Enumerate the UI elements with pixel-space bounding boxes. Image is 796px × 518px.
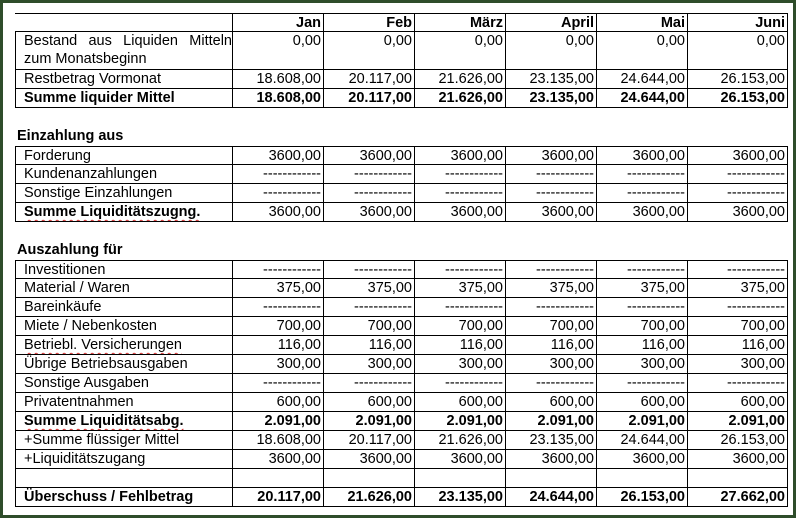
value-cell[interactable]: 3600,00 <box>506 146 597 165</box>
table-row-total <box>15 412 788 431</box>
row-label[interactable]: Bestand aus Liquiden Mitteln zum Monatsbeginn <box>15 32 233 70</box>
table-row <box>15 298 788 317</box>
value-cell[interactable]: ------------ <box>324 165 415 184</box>
value-cell[interactable]: 26.153,00 <box>688 431 788 450</box>
row-label-text: Betriebl. Versicherungen <box>24 337 182 353</box>
value-cell[interactable]: 0,00 <box>688 32 788 70</box>
value-cell[interactable]: 3600,00 <box>415 203 506 222</box>
value-cell[interactable]: 375,00 <box>506 279 597 298</box>
value-cell[interactable]: 23.135,00 <box>415 488 506 507</box>
value-cell[interactable] <box>597 469 688 488</box>
value-cell[interactable]: 3600,00 <box>233 146 324 165</box>
value-cell[interactable]: 600,00 <box>597 393 688 412</box>
value-cell[interactable]: 3600,00 <box>415 146 506 165</box>
value-cell[interactable]: ------------ <box>506 374 597 393</box>
value-cell[interactable]: 20.117,00 <box>324 70 415 89</box>
table-row <box>15 393 788 412</box>
value-cell[interactable]: 18.608,00 <box>233 89 324 108</box>
value-cell[interactable]: 18.608,00 <box>233 431 324 450</box>
table-row <box>15 450 788 469</box>
value-cell[interactable]: 21.626,00 <box>415 70 506 89</box>
row-label[interactable] <box>15 203 233 222</box>
value-cell[interactable]: 2.091,00 <box>415 412 506 431</box>
section-heading-auszahlung[interactable]: Auszahlung für <box>17 242 123 258</box>
value-cell[interactable]: 3600,00 <box>597 450 688 469</box>
value-cell[interactable]: 300,00 <box>233 355 324 374</box>
value-cell[interactable]: 600,00 <box>688 393 788 412</box>
value-cell[interactable]: 2.091,00 <box>324 412 415 431</box>
value-cell[interactable]: ------------ <box>233 298 324 317</box>
table-row <box>15 317 788 336</box>
value-cell[interactable]: 700,00 <box>597 317 688 336</box>
spacer-row <box>15 108 788 127</box>
value-cell[interactable]: 24.644,00 <box>597 431 688 450</box>
value-cell[interactable] <box>233 469 324 488</box>
value-cell[interactable] <box>688 469 788 488</box>
value-cell[interactable]: ------------ <box>415 374 506 393</box>
value-cell[interactable]: ------------ <box>324 374 415 393</box>
row-label[interactable]: Sonstige Ausgaben <box>15 374 233 393</box>
row-label[interactable]: Bareinkäufe <box>15 298 233 317</box>
value-cell[interactable]: ------------ <box>324 184 415 203</box>
value-cell[interactable]: ------------ <box>688 298 788 317</box>
value-cell[interactable]: 0,00 <box>506 32 597 70</box>
value-cell[interactable]: 2.091,00 <box>688 412 788 431</box>
value-cell[interactable]: 116,00 <box>506 336 597 355</box>
value-cell[interactable]: ------------ <box>233 165 324 184</box>
value-cell[interactable]: ------------ <box>506 184 597 203</box>
row-label[interactable]: +Liquiditätszugang <box>15 450 233 469</box>
value-cell[interactable]: 21.626,00 <box>415 431 506 450</box>
value-cell[interactable]: 116,00 <box>324 336 415 355</box>
value-cell[interactable]: ------------ <box>597 165 688 184</box>
value-cell[interactable]: 21.626,00 <box>324 488 415 507</box>
row-label[interactable]: Kundenanzahlungen <box>15 165 233 184</box>
value-cell[interactable]: 3600,00 <box>324 203 415 222</box>
value-cell[interactable]: 3600,00 <box>415 450 506 469</box>
value-cell[interactable]: 600,00 <box>415 393 506 412</box>
value-cell[interactable]: ------------ <box>324 260 415 279</box>
row-label[interactable]: Sonstige Einzahlungen <box>15 184 233 203</box>
header-blank-cell[interactable] <box>15 13 233 32</box>
row-label[interactable]: Material / Waren <box>15 279 233 298</box>
row-label[interactable]: Investitionen <box>15 260 233 279</box>
value-cell[interactable]: 600,00 <box>324 393 415 412</box>
value-cell[interactable]: 20.117,00 <box>324 431 415 450</box>
value-cell[interactable]: 700,00 <box>415 317 506 336</box>
value-cell[interactable]: 24.644,00 <box>506 488 597 507</box>
value-cell[interactable]: 375,00 <box>597 279 688 298</box>
value-cell[interactable]: 3600,00 <box>597 203 688 222</box>
value-cell[interactable]: 21.626,00 <box>415 89 506 108</box>
row-label[interactable]: Miete / Nebenkosten <box>15 317 233 336</box>
spacer-row <box>15 222 788 241</box>
table-row <box>15 70 788 89</box>
row-label[interactable]: Restbetrag Vormonat <box>15 70 233 89</box>
value-cell[interactable]: ------------ <box>597 184 688 203</box>
row-label-text: Summe Liquiditätsabg. <box>24 413 184 429</box>
value-cell[interactable]: 300,00 <box>506 355 597 374</box>
value-cell[interactable]: 0,00 <box>597 32 688 70</box>
value-cell[interactable]: 3600,00 <box>597 146 688 165</box>
value-cell[interactable]: 24.644,00 <box>597 89 688 108</box>
value-cell[interactable]: 375,00 <box>233 279 324 298</box>
table-row-empty <box>15 469 788 488</box>
section-heading-einzahlung[interactable]: Einzahlung aus <box>17 128 124 144</box>
value-cell[interactable]: ------------ <box>415 184 506 203</box>
value-cell[interactable]: ------------ <box>506 260 597 279</box>
table-row-total <box>15 89 788 108</box>
row-label[interactable] <box>15 412 233 431</box>
value-cell[interactable]: 300,00 <box>415 355 506 374</box>
table-row-result <box>15 488 788 507</box>
value-cell[interactable]: ------------ <box>506 298 597 317</box>
value-cell[interactable]: ------------ <box>233 184 324 203</box>
value-cell[interactable]: 700,00 <box>506 317 597 336</box>
value-cell[interactable]: 116,00 <box>233 336 324 355</box>
value-cell[interactable]: 27.662,00 <box>688 488 788 507</box>
value-cell[interactable]: 3600,00 <box>324 450 415 469</box>
value-cell[interactable]: 23.135,00 <box>506 431 597 450</box>
value-cell[interactable]: 700,00 <box>233 317 324 336</box>
value-cell[interactable]: 116,00 <box>597 336 688 355</box>
value-cell[interactable]: 3600,00 <box>506 203 597 222</box>
value-cell[interactable]: 3600,00 <box>233 203 324 222</box>
value-cell[interactable]: 0,00 <box>324 32 415 70</box>
value-cell[interactable]: 26.153,00 <box>688 70 788 89</box>
value-cell[interactable]: ------------ <box>506 165 597 184</box>
value-cell[interactable]: 700,00 <box>688 317 788 336</box>
value-cell[interactable]: 2.091,00 <box>597 412 688 431</box>
value-cell[interactable]: ------------ <box>415 298 506 317</box>
value-cell[interactable]: 23.135,00 <box>506 89 597 108</box>
value-cell[interactable]: 375,00 <box>324 279 415 298</box>
value-cell[interactable]: 24.644,00 <box>597 70 688 89</box>
value-cell[interactable]: 3600,00 <box>233 450 324 469</box>
value-cell[interactable]: ------------ <box>688 184 788 203</box>
row-label-text: Summe Liquiditätszugng. <box>24 204 201 220</box>
header-row <box>15 13 788 32</box>
section-heading-row <box>15 241 788 260</box>
row-label[interactable]: Forderung <box>15 146 233 165</box>
value-cell[interactable]: 23.135,00 <box>506 70 597 89</box>
value-cell[interactable]: ------------ <box>233 374 324 393</box>
row-label[interactable]: Privatentnahmen <box>15 393 233 412</box>
value-cell[interactable]: 375,00 <box>415 279 506 298</box>
table-row-total <box>15 203 788 222</box>
value-cell[interactable]: 2.091,00 <box>506 412 597 431</box>
value-cell[interactable]: 375,00 <box>688 279 788 298</box>
header-mai[interactable]: Mai <box>597 13 688 32</box>
value-cell[interactable]: 20.117,00 <box>233 488 324 507</box>
value-cell[interactable]: 300,00 <box>324 355 415 374</box>
value-cell[interactable]: 700,00 <box>324 317 415 336</box>
table-row <box>15 355 788 374</box>
section-heading-row <box>15 127 788 146</box>
value-cell[interactable]: 3600,00 <box>324 146 415 165</box>
value-cell[interactable] <box>324 469 415 488</box>
table-row <box>15 184 788 203</box>
row-label[interactable] <box>15 336 233 355</box>
value-cell[interactable]: ------------ <box>597 298 688 317</box>
table-row <box>15 431 788 450</box>
row-label[interactable]: Überschuss / Fehlbetrag <box>15 488 233 507</box>
value-cell[interactable]: 26.153,00 <box>597 488 688 507</box>
table-row <box>15 260 788 279</box>
value-cell[interactable]: 116,00 <box>688 336 788 355</box>
table-row <box>15 146 788 165</box>
value-cell[interactable]: ------------ <box>597 374 688 393</box>
value-cell[interactable]: ------------ <box>324 298 415 317</box>
value-cell[interactable]: 0,00 <box>415 32 506 70</box>
value-cell[interactable]: 2.091,00 <box>233 412 324 431</box>
value-cell[interactable]: 0,00 <box>233 32 324 70</box>
header-jan[interactable]: Jan <box>233 13 324 32</box>
table-row <box>15 32 788 70</box>
liquidity-table <box>15 13 788 507</box>
value-cell[interactable]: 20.117,00 <box>324 89 415 108</box>
value-cell[interactable]: ------------ <box>688 165 788 184</box>
table-row <box>15 165 788 184</box>
header-juni[interactable]: Juni <box>688 13 788 32</box>
value-cell[interactable]: 18.608,00 <box>233 70 324 89</box>
value-cell[interactable]: 3600,00 <box>688 203 788 222</box>
value-cell[interactable]: ------------ <box>415 165 506 184</box>
row-label[interactable]: +Summe flüssiger Mittel <box>15 431 233 450</box>
value-cell[interactable]: 3600,00 <box>506 450 597 469</box>
value-cell[interactable]: ------------ <box>597 260 688 279</box>
value-cell[interactable]: ------------ <box>688 374 788 393</box>
row-label[interactable]: Übrige Betriebsausgaben <box>15 355 233 374</box>
value-cell[interactable]: 300,00 <box>688 355 788 374</box>
value-cell[interactable]: 600,00 <box>506 393 597 412</box>
table-row <box>15 374 788 393</box>
row-label[interactable] <box>15 469 233 488</box>
value-cell[interactable]: 3600,00 <box>688 146 788 165</box>
value-cell[interactable]: ------------ <box>415 260 506 279</box>
value-cell[interactable]: 300,00 <box>597 355 688 374</box>
table-row <box>15 279 788 298</box>
header-maerz[interactable]: März <box>415 13 506 32</box>
value-cell[interactable]: 26.153,00 <box>688 89 788 108</box>
value-cell[interactable]: 116,00 <box>415 336 506 355</box>
value-cell[interactable] <box>506 469 597 488</box>
value-cell[interactable]: 3600,00 <box>688 450 788 469</box>
table-row <box>15 336 788 355</box>
value-cell[interactable]: ------------ <box>233 260 324 279</box>
value-cell[interactable]: 600,00 <box>233 393 324 412</box>
header-april[interactable]: April <box>506 13 597 32</box>
value-cell[interactable]: ------------ <box>688 260 788 279</box>
row-label[interactable]: Summe liquider Mittel <box>15 89 233 108</box>
header-feb[interactable]: Feb <box>324 13 415 32</box>
value-cell[interactable] <box>415 469 506 488</box>
